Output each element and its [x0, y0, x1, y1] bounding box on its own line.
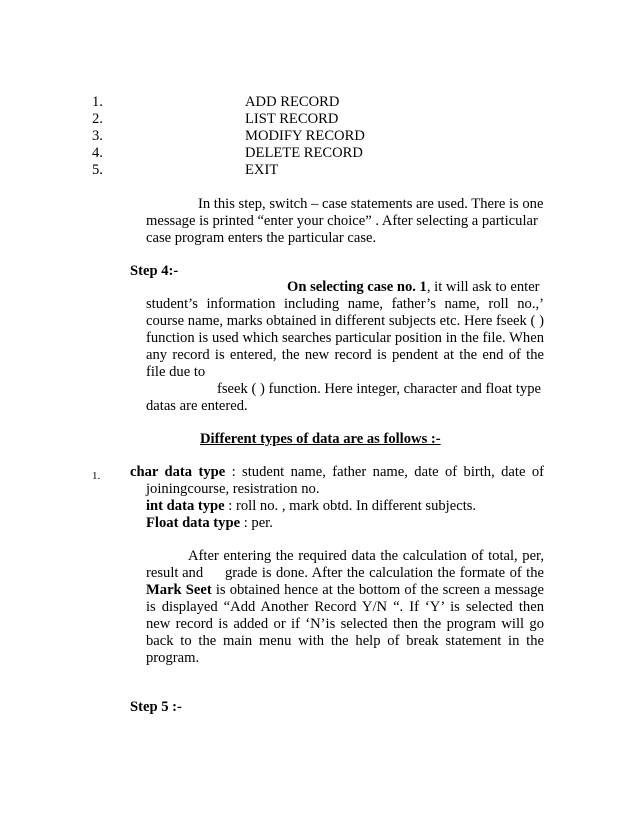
mark-seet-emphasis: Mark Seet: [146, 582, 212, 598]
menu-number: 2.: [92, 111, 103, 127]
menu-item-label: LIST RECORD: [245, 111, 339, 127]
paragraph-line: result and: [146, 565, 204, 581]
paragraph-line: In this step, switch – case statements are used. There is one: [198, 196, 544, 212]
list-number: 1.: [92, 470, 101, 482]
paragraph-line: new record is added or if ‘N’is selected then the program will go: [146, 616, 544, 632]
paragraph-line: fseek ( ) function. Here integer, character and float type: [217, 381, 541, 397]
paragraph-line: student’s information including name, father’s name, roll no.,’: [146, 296, 544, 312]
paragraph-line: datas are entered.: [146, 398, 248, 414]
menu-number: 1.: [92, 94, 103, 110]
menu-item-label: MODIFY RECORD: [245, 128, 365, 144]
char-type-line: [130, 464, 544, 481]
step-4-lead-line: [287, 279, 540, 296]
int-type-text: : roll no. , mark obtd. In different subjects.: [224, 498, 477, 514]
step-4-paragraph: [146, 296, 544, 381]
float-type-text: : per.: [240, 515, 273, 531]
int-type-label: int data type: [146, 498, 225, 514]
paragraph-line: After entering the required data the calculation of total, per,: [188, 548, 544, 564]
paragraph-line: is displayed “Add Another Record Y/N “. If ‘Y’ is selected then: [146, 599, 544, 615]
menu-item-label: ADD RECORD: [245, 94, 340, 110]
paragraph-line: program.: [146, 650, 200, 666]
data-types-heading: Different types of data are as follows :-: [200, 431, 441, 447]
paragraph-line: back to the main menu with the help of break statement in the: [146, 633, 544, 649]
paragraph-line: any record is entered, the new record is pendent at the end of the: [146, 347, 544, 363]
char-type-continuation: joiningcourse, resistration no.: [146, 481, 320, 497]
menu-item-label: DELETE RECORD: [245, 145, 363, 161]
step-5-heading: Step 5 :-: [130, 699, 182, 715]
menu-number: 5.: [92, 162, 103, 178]
paragraph-line: message is printed “enter your choice” . After selecting a particular: [146, 213, 538, 229]
float-type-label: Float data type: [146, 515, 241, 531]
paragraph-line: [146, 582, 544, 599]
char-type-text: : student name, father name, date of birth, date of: [225, 464, 544, 480]
paragraph-line: case program enters the particular case.: [146, 230, 377, 246]
menu-number: 4.: [92, 145, 103, 161]
char-type-label: char data type: [130, 464, 226, 480]
line-rest: is obtained hence at the bottom of the screen a message: [211, 582, 545, 598]
int-type-line: [146, 498, 476, 515]
menu-item-label: EXIT: [245, 162, 279, 178]
paragraph-line: course name, marks obtained in different subjects etc. Here fseek ( ): [146, 313, 544, 329]
float-type-line: [146, 515, 273, 532]
case-1-emphasis: On selecting case no. 1: [287, 279, 427, 295]
paragraph-line: function is used which searches particular position in the file. When: [146, 330, 544, 346]
step-4-heading: Step 4:-: [130, 263, 179, 279]
menu-number: 3.: [92, 128, 103, 144]
paragraph-line: file due to: [146, 364, 206, 380]
paragraph-line: grade is done. After the calculation the formate of the: [225, 565, 544, 581]
lead-rest: , it will ask to enter: [426, 279, 540, 295]
mark-sheet-paragraph: [146, 582, 544, 667]
